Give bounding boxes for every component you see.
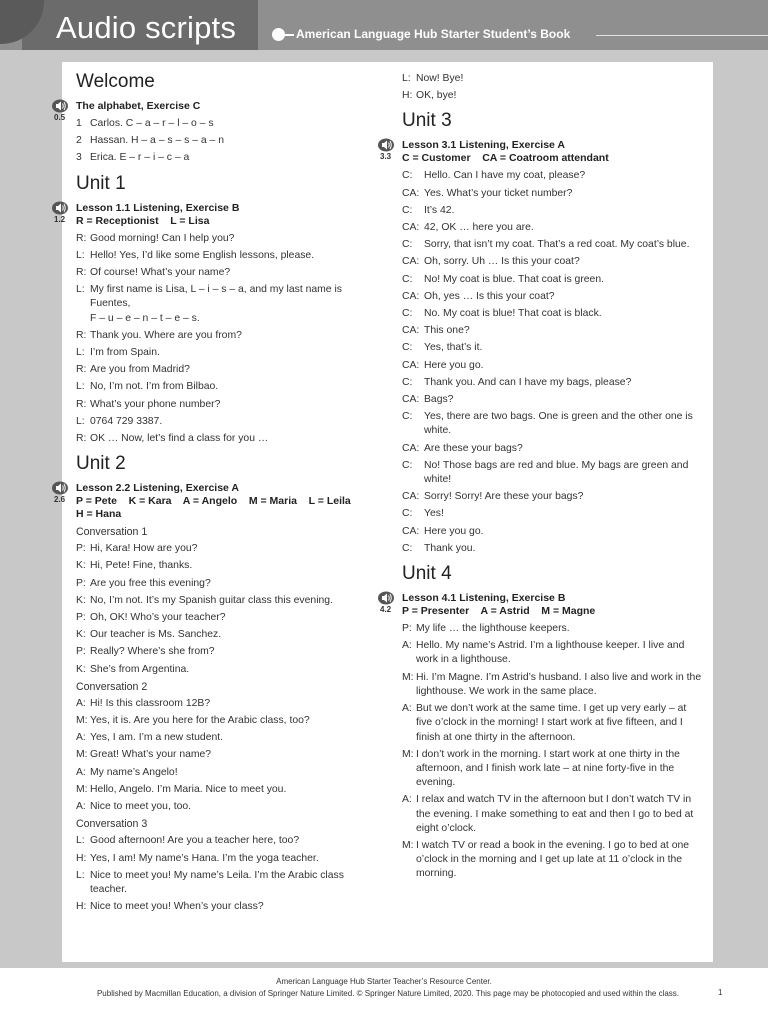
speaker-label: 2 bbox=[76, 135, 82, 147]
script-line bbox=[402, 542, 702, 556]
exercise-title: Lesson 2.2 Listening, Exercise A bbox=[76, 482, 240, 495]
line-text: Yes. What’s your ticket number? bbox=[424, 187, 573, 199]
speaker-label: CA: bbox=[402, 256, 420, 268]
script-line bbox=[76, 697, 352, 711]
script-line bbox=[402, 359, 702, 373]
line-text: Nice to meet you! When’s your class? bbox=[90, 901, 264, 913]
speaker-label: L: bbox=[76, 284, 85, 296]
line-text: She’s from Argentina. bbox=[90, 663, 190, 675]
speaker-label: P: bbox=[402, 623, 412, 635]
line-text: Hassan. H – a – s – s – a – n bbox=[90, 135, 224, 147]
speaker-label: C: bbox=[402, 204, 413, 216]
line-text: Oh, yes … Is this your coat? bbox=[424, 290, 555, 302]
line-text: Hello, Angelo. I’m Maria. Nice to meet you. bbox=[90, 783, 287, 795]
script-line bbox=[76, 748, 352, 762]
line-text: Nice to meet you, too. bbox=[90, 801, 192, 813]
speaker-label: CA: bbox=[402, 442, 420, 454]
line-text: 42, OK … here you are. bbox=[424, 222, 534, 234]
line-text: Hello! Yes, I’d like some English lessons, please. bbox=[90, 249, 315, 261]
speaker-label: CA: bbox=[402, 290, 420, 302]
script-line bbox=[402, 793, 702, 836]
speaker-label: R: bbox=[76, 329, 87, 341]
line-text: Erica. E – r – i – c – a bbox=[90, 152, 190, 164]
speaker-label: M: bbox=[76, 783, 88, 795]
speaker-label: A: bbox=[402, 640, 412, 652]
speaker-label: A: bbox=[76, 801, 86, 813]
speaker-label: 3 bbox=[76, 152, 82, 164]
line-text: Hi, Kara! How are you? bbox=[90, 543, 198, 555]
line-text: Good morning! Can I help you? bbox=[90, 232, 235, 244]
script-line bbox=[402, 393, 702, 407]
welcome-lines bbox=[76, 117, 352, 166]
track-number: 1.2 bbox=[54, 214, 66, 224]
speaker-label: L: bbox=[76, 347, 85, 359]
left-column bbox=[54, 68, 352, 920]
line-text: Yes, it is. Are you here for the Arabic class, too? bbox=[90, 715, 310, 727]
section-heading-unit-4: Unit 4 bbox=[402, 563, 452, 585]
line-text: I relax and watch TV in the afternoon but I don’t watch TV in the evening. I make something to eat and then I go to bed at eight o’clock. bbox=[416, 794, 694, 834]
script-line bbox=[76, 380, 352, 394]
line-text: I’m from Spain. bbox=[90, 347, 160, 359]
line-text: Great! What’s your name? bbox=[90, 749, 212, 761]
script-line bbox=[76, 151, 352, 165]
script-line bbox=[402, 290, 702, 304]
speaker-label: CA: bbox=[402, 525, 420, 537]
speaker-label: L: bbox=[402, 73, 411, 84]
speaker-label: K: bbox=[76, 629, 86, 641]
script-line bbox=[76, 766, 352, 780]
speaker-label: CA: bbox=[402, 187, 420, 199]
script-line bbox=[76, 232, 352, 246]
speaker-label: M: bbox=[76, 749, 88, 761]
page-number: 1 bbox=[718, 988, 723, 997]
speaker-label: M: bbox=[402, 839, 414, 851]
line-text: Nice to meet you! My name’s Leila. I’m the Arabic class teacher. bbox=[90, 869, 344, 895]
speaker-icon[interactable] bbox=[378, 591, 398, 605]
exercise-block-unit-4 bbox=[380, 592, 702, 618]
line-text: I don’t work in the morning. I start work at one thirty in the afternoon, and I finish work late – at nine forty-five in the evening. bbox=[416, 748, 680, 789]
book-subtitle: American Language Hub Starter Student’s Book bbox=[296, 27, 571, 41]
exercise-block-unit-3 bbox=[380, 139, 702, 165]
script-line bbox=[76, 415, 352, 429]
script-line bbox=[76, 432, 352, 446]
line-text: Carlos. C – a – r – l – o – s bbox=[90, 118, 214, 129]
script-line bbox=[76, 117, 352, 131]
footer-copyright-line: Published by Macmillan Education, a division of Springer Nature Limited. © Springer Nature Limited, 2020. This page may be photocopied and used within the class. bbox=[96, 989, 680, 998]
script-line bbox=[402, 72, 702, 86]
line-text: Hello. My name’s Astrid. I’m a lighthouse keeper. I live and work in a lighthouse. bbox=[416, 640, 685, 666]
speaker-label: 1 bbox=[76, 118, 82, 129]
track-number: 0.5 bbox=[54, 113, 66, 122]
speaker-label: CA: bbox=[402, 491, 420, 503]
speaker-icon[interactable] bbox=[52, 201, 72, 215]
speaker-label: C: bbox=[402, 308, 413, 320]
speaker-label: A: bbox=[76, 766, 86, 778]
section-heading-welcome: Welcome bbox=[76, 71, 155, 92]
conversation-label: Conversation 3 bbox=[76, 818, 148, 831]
header-divider bbox=[596, 35, 768, 36]
line-text: Really? Where’s she from? bbox=[90, 646, 215, 658]
line-text: No! My coat is blue. That coat is green. bbox=[424, 273, 604, 285]
line-text: No. My coat is blue! That coat is black. bbox=[424, 308, 602, 320]
line-text: My first name is Lisa, L – i – s – a, and my last name is Fuentes, F – u – e – n – t – e – s. bbox=[90, 284, 342, 324]
script-line bbox=[402, 490, 702, 504]
line-text: OK … Now, let’s find a class for you … bbox=[90, 433, 269, 445]
line-text: No, I’m not. It’s my Spanish guitar class this evening. bbox=[90, 594, 333, 606]
speaker-label: R: bbox=[76, 364, 87, 376]
script-line bbox=[76, 346, 352, 360]
speaker-label: H: bbox=[402, 90, 413, 102]
line-text: No, I’m not. I’m from Bilbao. bbox=[90, 381, 219, 393]
script-line bbox=[76, 628, 352, 642]
line-text: It’s 42. bbox=[424, 204, 455, 216]
line-text: Of course! What’s your name? bbox=[90, 267, 231, 279]
conversation-3-lines bbox=[76, 834, 352, 914]
speaker-label: R: bbox=[76, 267, 87, 279]
line-text: Oh, sorry. Uh … Is this your coat? bbox=[424, 256, 580, 268]
speaker-key: P = Presenter A = Astrid M = Magne bbox=[402, 605, 596, 618]
script-line bbox=[76, 249, 352, 263]
speaker-label: A: bbox=[402, 794, 412, 806]
speaker-label: A: bbox=[76, 732, 86, 744]
conversation-1-lines bbox=[76, 542, 352, 677]
line-text: My name’s Angelo! bbox=[90, 766, 178, 778]
line-text: No! Those bags are red and blue. My bags are green and white! bbox=[424, 459, 689, 486]
exercise-title: The alphabet, Exercise C bbox=[76, 100, 201, 112]
speaker-label: P: bbox=[76, 577, 86, 589]
line-text: Thank you. Where are you from? bbox=[90, 329, 242, 341]
speaker-icon[interactable] bbox=[378, 138, 398, 152]
unit-1-lines bbox=[76, 232, 352, 447]
line-text: Here you go. bbox=[424, 359, 484, 371]
unit-3-lines bbox=[402, 169, 702, 556]
continued-lines bbox=[402, 72, 702, 103]
speaker-label: C: bbox=[402, 376, 413, 388]
speaker-label: CA: bbox=[402, 325, 420, 337]
line-text: Sorry, that isn’t my coat. That’s a red coat. My coat’s blue. bbox=[424, 239, 690, 251]
script-line bbox=[76, 731, 352, 745]
speaker-label: P: bbox=[76, 543, 86, 555]
speaker-label: C: bbox=[402, 273, 413, 285]
script-line bbox=[402, 622, 702, 636]
unit-4-lines bbox=[402, 622, 702, 881]
line-text: Bags? bbox=[424, 394, 454, 406]
line-text: My life … the lighthouse keepers. bbox=[416, 623, 570, 635]
section-heading-unit-2: Unit 2 bbox=[76, 453, 126, 475]
speaker-label: A: bbox=[402, 703, 412, 715]
line-text: OK, bye! bbox=[416, 90, 457, 102]
script-line bbox=[402, 376, 702, 390]
speaker-key-continued: H = Hana bbox=[76, 508, 122, 521]
speaker-label: M: bbox=[402, 748, 414, 760]
right-column bbox=[380, 68, 702, 888]
script-line bbox=[76, 800, 352, 814]
speaker-label: L: bbox=[76, 415, 85, 427]
line-text: What’s your phone number? bbox=[90, 398, 221, 410]
speaker-label: H: bbox=[76, 901, 87, 913]
script-line bbox=[76, 714, 352, 728]
script-line bbox=[402, 341, 702, 355]
line-text: Here you go. bbox=[424, 525, 484, 537]
speaker-label: CA: bbox=[402, 394, 420, 406]
speaker-label: P: bbox=[76, 646, 86, 658]
script-line bbox=[76, 398, 352, 412]
script-line bbox=[76, 283, 352, 326]
line-text: But we don’t work at the same time. I get up very early – at five o’clock in the morning! I start work at five fifteen, and I finish at one thirty in the afternoon. bbox=[416, 703, 687, 743]
script-line bbox=[402, 639, 702, 667]
line-text: Yes, that’s it. bbox=[424, 342, 483, 354]
script-line bbox=[402, 839, 702, 882]
footer-resource-line: American Language Hub Starter Teacher’s Resource Center. bbox=[276, 977, 492, 986]
exercise-title: Lesson 1.1 Listening, Exercise B bbox=[76, 201, 240, 214]
script-line bbox=[402, 238, 702, 252]
speaker-label: L: bbox=[76, 249, 85, 261]
script-line bbox=[402, 702, 702, 745]
speaker-label: R: bbox=[76, 232, 87, 244]
line-text: Hello. Can I have my coat, please? bbox=[424, 170, 586, 182]
script-line bbox=[402, 255, 702, 269]
speaker-label: C: bbox=[402, 342, 413, 354]
line-text: Good afternoon! Are you a teacher here, too? bbox=[90, 835, 300, 847]
speaker-label: C: bbox=[402, 459, 413, 471]
speaker-label: K: bbox=[76, 663, 86, 675]
script-line bbox=[402, 748, 702, 791]
script-line bbox=[76, 852, 352, 866]
speaker-label: P: bbox=[76, 612, 86, 624]
conversation-2-lines bbox=[76, 697, 352, 814]
unit-2-dialogues bbox=[76, 525, 352, 914]
conversation-label: Conversation 2 bbox=[76, 680, 148, 693]
script-line bbox=[76, 329, 352, 343]
line-text: Yes, I am. I’m a new student. bbox=[90, 732, 224, 744]
speaker-label: M: bbox=[402, 671, 414, 683]
script-line bbox=[402, 169, 702, 183]
speaker-label: C: bbox=[402, 542, 413, 554]
speaker-key: R = Receptionist L = Lisa bbox=[76, 214, 210, 227]
script-line bbox=[402, 273, 702, 287]
exercise-title: Lesson 3.1 Listening, Exercise A bbox=[402, 139, 566, 152]
line-text: Yes! bbox=[424, 508, 444, 520]
line-text: Now! Bye! bbox=[416, 73, 464, 84]
speaker-label: C: bbox=[402, 411, 413, 423]
script-line bbox=[402, 187, 702, 201]
speaker-label: R: bbox=[76, 433, 87, 445]
script-line bbox=[76, 611, 352, 625]
line-text: Our teacher is Ms. Sanchez. bbox=[90, 629, 222, 641]
script-line bbox=[76, 645, 352, 659]
track-number: 4.2 bbox=[380, 605, 392, 615]
script-line bbox=[76, 594, 352, 608]
script-line bbox=[76, 783, 352, 797]
speaker-label: M: bbox=[76, 715, 88, 727]
bullet-dash bbox=[284, 34, 294, 36]
line-text: Are you free this evening? bbox=[90, 577, 211, 589]
script-line bbox=[402, 410, 702, 438]
script-line bbox=[76, 134, 352, 148]
speaker-icon[interactable] bbox=[52, 481, 72, 495]
script-line bbox=[402, 89, 702, 103]
script-line bbox=[76, 900, 352, 914]
speaker-label: K: bbox=[76, 594, 86, 606]
script-line bbox=[402, 671, 702, 699]
section-heading-unit-1: Unit 1 bbox=[76, 172, 126, 194]
section-heading-unit-3: Unit 3 bbox=[402, 110, 452, 132]
script-line bbox=[402, 221, 702, 235]
exercise-block-unit-1 bbox=[54, 201, 352, 228]
line-text: Yes, I am! My name’s Hana. I’m the yoga teacher. bbox=[90, 852, 319, 864]
script-line bbox=[402, 525, 702, 539]
speaker-key: P = Pete K = Kara A = Angelo M = Maria L = Leila bbox=[76, 495, 351, 508]
script-line bbox=[402, 507, 702, 521]
exercise-title: Lesson 4.1 Listening, Exercise B bbox=[402, 592, 566, 605]
script-line bbox=[76, 559, 352, 573]
line-text: This one? bbox=[424, 325, 470, 337]
content-panel bbox=[54, 62, 713, 962]
speaker-label: R: bbox=[76, 398, 87, 410]
speaker-key: C = Customer CA = Coatroom attendant bbox=[402, 152, 609, 165]
exercise-block-welcome bbox=[54, 100, 352, 122]
speaker-label: L: bbox=[76, 869, 85, 881]
script-line bbox=[76, 266, 352, 280]
speaker-label: L: bbox=[76, 835, 85, 847]
speaker-label: K: bbox=[76, 560, 86, 572]
track-number: 3.3 bbox=[380, 152, 392, 162]
page-title: Audio scripts bbox=[56, 10, 237, 45]
script-line bbox=[402, 204, 702, 218]
track-number: 2.6 bbox=[54, 495, 66, 505]
line-text: Are you from Madrid? bbox=[90, 364, 190, 376]
line-text: Thank you. bbox=[424, 542, 476, 554]
line-text: Hi. I’m Magne. I’m Astrid’s husband. I also live and work in the lighthouse. We work in the same place. bbox=[416, 671, 702, 697]
line-text: Thank you. And can I have my bags, please? bbox=[424, 376, 632, 388]
script-line bbox=[76, 869, 352, 897]
speaker-label: CA: bbox=[402, 222, 420, 234]
speaker-label: L: bbox=[76, 381, 85, 393]
speaker-icon[interactable] bbox=[52, 99, 72, 113]
speaker-label: C: bbox=[402, 239, 413, 251]
script-line bbox=[76, 363, 352, 377]
line-text: Hi, Pete! Fine, thanks. bbox=[90, 560, 193, 572]
script-line bbox=[76, 542, 352, 556]
speaker-label: C: bbox=[402, 508, 413, 520]
line-text: Hi! Is this classroom 12B? bbox=[90, 697, 211, 709]
script-line bbox=[402, 459, 702, 487]
speaker-label: A: bbox=[76, 697, 86, 709]
script-line bbox=[76, 663, 352, 677]
script-line bbox=[402, 307, 702, 321]
conversation-label: Conversation 1 bbox=[76, 526, 148, 539]
speaker-label: C: bbox=[402, 170, 413, 182]
line-text: Are these your bags? bbox=[424, 442, 523, 454]
line-text: Yes, there are two bags. One is green and the other one is white. bbox=[424, 411, 693, 437]
line-text: Oh, OK! Who’s your teacher? bbox=[90, 612, 226, 624]
line-text: 0764 729 3387. bbox=[90, 415, 163, 427]
exercise-block-unit-2 bbox=[54, 482, 352, 521]
speaker-label: CA: bbox=[402, 359, 420, 371]
script-line bbox=[76, 577, 352, 591]
line-text: I watch TV or read a book in the evening. I go to bed at one o’clock in the morning and I get up late at 11 o’clock in the morning. bbox=[416, 839, 690, 880]
speaker-label: H: bbox=[76, 852, 87, 864]
line-text: Sorry! Sorry! Are these your bags? bbox=[424, 491, 584, 503]
script-line bbox=[402, 324, 702, 338]
script-line bbox=[76, 834, 352, 848]
script-line bbox=[402, 442, 702, 456]
